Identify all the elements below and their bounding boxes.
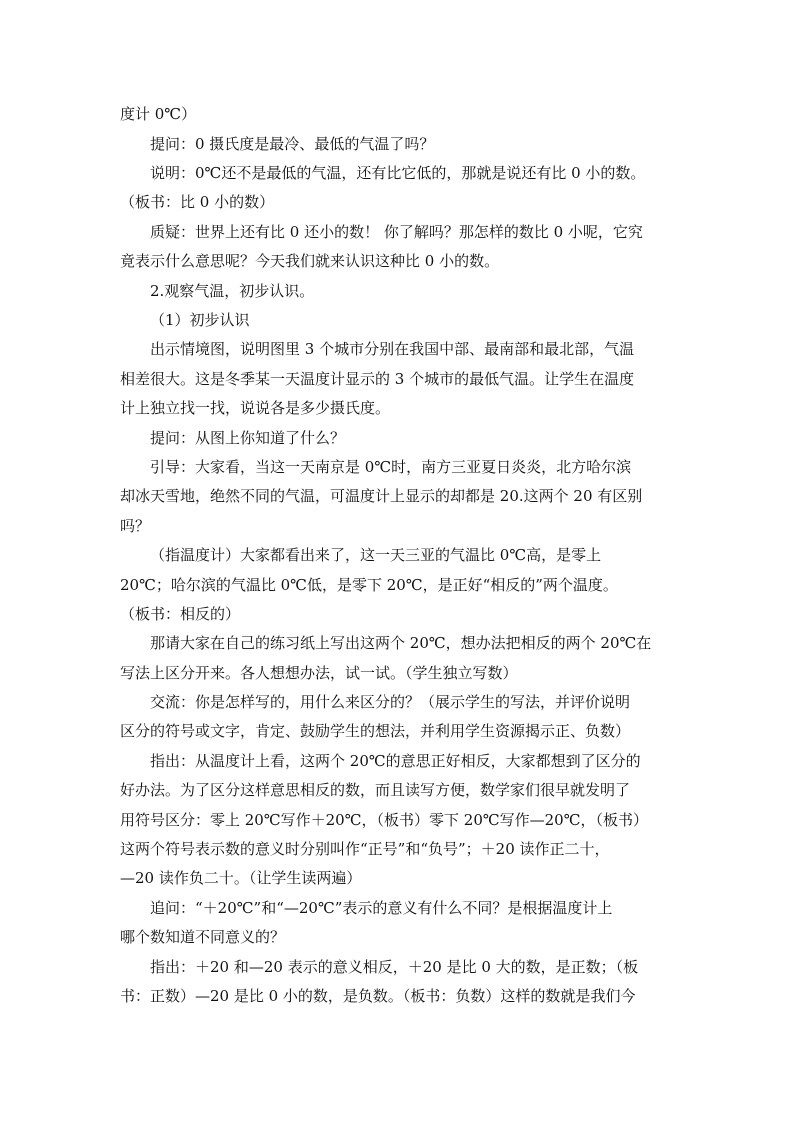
text-line-22: 区分的符号或文字，肯定、鼓励学生的想法，并利用学生资源揭示正、负数） — [120, 722, 631, 740]
text-line-7: 2.观察气温，初步认识。 — [150, 282, 315, 300]
text-line-2: 提问：0 摄氏度是最冷、最低的气温了吗？ — [150, 135, 435, 153]
text-line-10: 相差很大。这是冬季某一天温度计显示的 3 个城市的最低气温。让学生在温度 — [120, 370, 635, 388]
text-line-5: 质疑：世界上还有比 0 还小的数！ 你了解吗？那怎样的数比 0 小呢，它究 — [150, 223, 643, 241]
text-line-15: 吗？ — [120, 517, 151, 535]
text-line-30: 指出：＋20 和—20 表示的意义相反，＋20 是比 0 大的数，是正数；（板 — [150, 958, 639, 976]
text-line-3: 说明：0℃还不是最低的气温，还有比它低的，那就是说还有比 0 小的数。 — [150, 164, 646, 182]
text-line-24: 好办法。为了区分这样意思相反的数，而且读写方便，数学家们很早就发明了 — [120, 781, 631, 799]
text-line-25: 用符号区分：零上 20℃写作＋20℃，（板书）零下 20℃写作—20℃，（板书） — [120, 811, 649, 829]
text-line-14: 却冰天雪地，绝然不同的气温，可温度计上显示的却都是 20.这两个 20 有区别 — [120, 487, 643, 505]
text-line-6: 竟表示什么意思呢？今天我们就来认识这种比 0 小的数。 — [120, 252, 500, 270]
text-line-20: 写法上区分开来。各人想想办法，试一试。（学生独立写数） — [120, 664, 518, 682]
text-line-4: （板书：比 0 小的数） — [120, 193, 275, 211]
text-line-12: 提问：从图上你知道了什么？ — [150, 429, 346, 447]
text-line-29: 哪个数知道不同意义的？ — [120, 928, 286, 946]
text-line-13: 引导：大家看，当这一天南京是 0℃时，南方三亚夏日炎炎，北方哈尔滨 — [150, 458, 632, 476]
text-line-11: 计上独立找一找，说说各是多少摄氏度。 — [120, 399, 391, 417]
text-line-8: （1）初步认识 — [150, 311, 250, 329]
text-line-28: 追问：“＋20℃”和“—20℃”表示的意义有什么不同？是根据温度计上 — [150, 899, 613, 917]
text-line-23: 指出：从温度计上看，这两个 20℃的意思正好相反，大家都想到了区分的 — [150, 752, 641, 770]
text-line-31: 书：正数）—20 是比 0 小的数，是负数。（板书：负数）这样的数就是我们今 — [120, 987, 636, 1005]
text-line-18: （板书：相反的） — [120, 605, 241, 623]
text-line-21: 交流：你是怎样写的，用什么来区分的？（展示学生的写法，并评价说明 — [150, 693, 631, 711]
text-line-26: 这两个符号表示数的意义时分别叫作“正号”和“负号”；＋20 读作正二十， — [120, 840, 610, 858]
text-line-9: 出示情境图，说明图里 3 个城市分别在我国中部、最南部和最北部，气温 — [150, 340, 635, 358]
text-line-19: 那请大家在自己的练习纸上写出这两个 20℃，想办法把相反的两个 20℃在 — [150, 634, 652, 652]
text-line-16: （指温度计）大家都看出来了，这一天三亚的气温比 0℃高，是零上 — [150, 546, 602, 564]
text-line-1: 度计 0℃） — [120, 105, 197, 123]
text-line-27: —20 读作负二十。（让学生读两遍） — [120, 869, 362, 887]
text-line-17: 20℃；哈尔滨的气温比 0℃低，是零下 20℃，是正好“相反的”两个温度。 — [120, 576, 618, 594]
